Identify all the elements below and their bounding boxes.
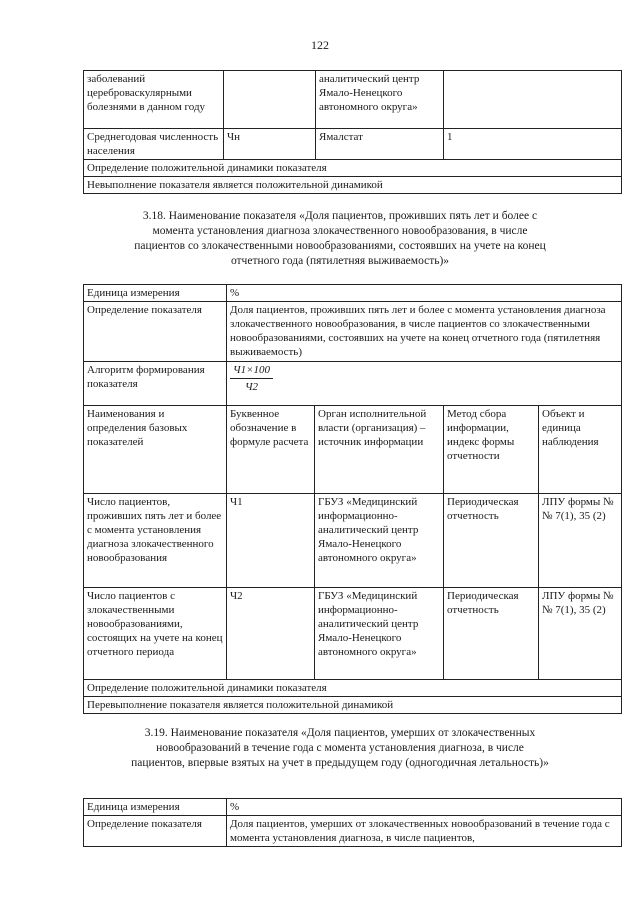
unit-label: Единица измерения [84, 285, 227, 302]
section-heading-3-18: 3.18. Наименование показателя «Доля пациентов, проживших пять лет и более с момента установления диагноза злокачественного новообразования, в числе пациентов со злокачественными новообразованиями, состоявших на учете на конец отчетного года (пятилетняя выживаемость)» [134, 210, 546, 267]
table-row [84, 494, 622, 588]
table-row [84, 680, 622, 697]
table-row [84, 177, 622, 194]
positive-dynamics-label: Определение положительной динамики показателя [84, 680, 622, 697]
table-row [84, 71, 622, 129]
table-row [84, 285, 622, 302]
info-source: ГБУЗ «Медицинский информационно-аналитический центр Ямало-Ненецкого автономного округа» [315, 588, 444, 680]
table-row [84, 302, 622, 362]
observation-unit: ЛПУ формы №№ 7(1), 35 (2) [539, 588, 622, 680]
info-source: ГБУЗ «Медицинский информационно-аналитический центр Ямало-Ненецкого автономного округа» [315, 494, 444, 588]
positive-dynamics-label: Определение положительной динамики показателя [84, 160, 622, 177]
unit-value: % [227, 285, 622, 302]
collection-method: Периодическая отчетность [444, 494, 539, 588]
base-indicator-name: Число пациентов с злокачественными новообразованиями, состоящих на учете на конец отчетного периода [84, 588, 227, 680]
top-table [83, 70, 622, 194]
table-row [84, 588, 622, 680]
section-heading-3-19: 3.19. Наименование показателя «Доля пациентов, умерших от злокачественных новообразований в течение года с момента установления диагноза, в числе пациентов, впервые взятых на учет в предыдущем году (одногодичная летальность)» [131, 727, 549, 769]
formula-denominator: Ч2 [244, 381, 259, 393]
base-indicator-name: заболеваний цереброваскулярными болезнями в данном году [84, 71, 224, 129]
header-object: Объект и единица наблюдения [539, 406, 622, 494]
definition-label: Определение показателя [84, 816, 227, 847]
algorithm-label: Алгоритм формирования показателя [84, 362, 227, 406]
table-row [84, 362, 622, 406]
definition-value: Доля пациентов, умерших от злокачественных новообразований в течение года с момента установления диагноза, в числе пациентов, [227, 816, 622, 847]
definition-value: Доля пациентов, проживших пять лет и более с момента установления диагноза злокачественного новообразования, в числе пациентов со злокачественными новообразованиями, состоявших на учете на конец отчетного года (пятилетняя выживаемость) [227, 302, 622, 362]
dynamics-statement: Невыполнение показателя является положительной динамикой [84, 177, 622, 194]
header-letter: Буквенное обозначение в формуле расчета [227, 406, 315, 494]
formula-numerator: Ч1×100 [230, 363, 273, 379]
definition-label: Определение показателя [84, 302, 227, 362]
base-indicator-name: Число пациентов, проживших пять лет и более с момента установления диагноза злокачественного новообразования [84, 494, 227, 588]
table-row [84, 799, 622, 816]
dynamics-statement: Перевыполнение показателя является положительной динамикой [84, 697, 622, 714]
header-organ: Орган исполнительной власти (организация) – источник информации [315, 406, 444, 494]
unit-label: Единица измерения [84, 799, 227, 816]
page-number: 122 [311, 38, 329, 52]
letter-designation: Ч1 [227, 494, 315, 588]
letter-designation: Ч2 [227, 588, 315, 680]
collection-method: 1 [444, 129, 622, 160]
table-header-row [84, 406, 622, 494]
observation-unit: ЛПУ формы №№ 7(1), 35 (2) [539, 494, 622, 588]
unit-value: % [227, 799, 622, 816]
header-method: Метод сбора информации, индекс формы отчетности [444, 406, 539, 494]
letter-designation [224, 71, 316, 129]
table-row [84, 816, 622, 847]
indicator-table-3-19 [83, 798, 622, 847]
info-source: аналитический центр Ямало-Ненецкого автономного округа» [316, 71, 444, 129]
collection-method: Периодическая отчетность [444, 588, 539, 680]
base-indicator-name: Среднегодовая численность населения [84, 129, 224, 160]
header-names: Наименования и определения базовых показателей [84, 406, 227, 494]
formula-fraction [230, 363, 273, 394]
info-source: Ямалстат [316, 129, 444, 160]
table-row [84, 129, 622, 160]
indicator-table-3-18 [83, 284, 622, 714]
table-row [84, 160, 622, 177]
letter-designation: Чн [224, 129, 316, 160]
table-row [84, 697, 622, 714]
collection-method [444, 71, 622, 129]
formula [227, 362, 622, 406]
